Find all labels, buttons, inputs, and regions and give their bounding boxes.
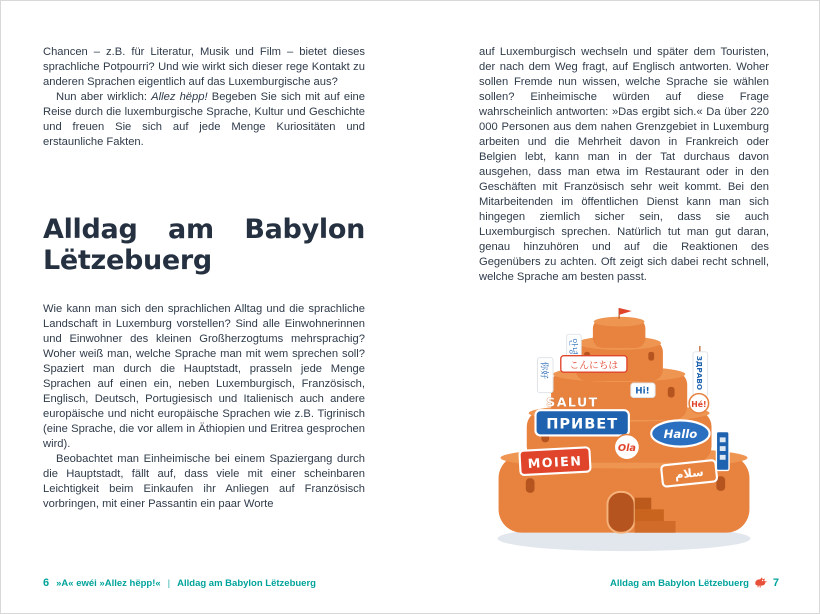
sign-moien (519, 447, 590, 475)
sign-nihao (537, 358, 553, 393)
footer-separator: | (167, 578, 171, 589)
bird-logo-icon (754, 575, 768, 591)
sign-hi (631, 383, 655, 398)
sign-moien-label: MOIEN (527, 453, 583, 471)
paragraph: auf Luxemburgisch wechseln und später dem Touristen, der nach dem Weg fragt, auf Englisch antworten. Woher sollen Fremde nun wissen, welche Sprache sie wählen sollen? Einheimische würden auf diese Frage wahrscheinlich antworten: »Das ergibt sich.« Da über 220 000 Personen aus dem nahen Grenzgebiet in Luxemburg arbeiten und die Mehrheit davon in Frankreich oder Belgien lebt, kann man in der Tat durchaus davon ausgehen, dass man etwa im Restaurant oder in den Geschäften mit Französisch sehr weit kommt. Bei den Mitarbeitenden im öffentlichen Dienst kann man sich hingegen ziemlich sicher sein, dass sie auch Luxemburgisch sprechen. Natürlich tut man gut daran, genau hinzuhören und auf die Reaktionen des Gegenübers zu achten. Oft zeigt sich dabei recht schnell, welche Sprache am besten passt. (479, 46, 769, 283)
sign-nihao-label: 你好 (538, 361, 549, 380)
footer-right (610, 573, 779, 589)
sign-konnichiwa-label: こんにちは (569, 360, 619, 372)
paragraph (43, 90, 365, 150)
sign-zdravo-label: ЗДРАВО (694, 355, 704, 391)
chapter-title: Alldag am Babylon Lëtzebuerg (610, 578, 749, 589)
right-page-text-column (479, 45, 769, 285)
tower-door (607, 492, 634, 533)
paragraph: Wie kann man sich den sprachlichen Alltag und die sprachliche Landschaft in Luxemburg vorstellen? Sind alle Einwohnerinnen und Einwohner des kleinen Großherzogtums mehrsprachig? Woher weiß man, welche Sprache man mit wem sprechen soll? Spaziert man durch die Hauptstadt, prasseln jede Menge Sprachen auf einen ein, neben Luxemburgisch, Französisch, Englisch, Deutsch, Portugiesisch und Italienisch auch andere europäische und nicht europäische Sprachen wie z.B. Tigrinisch (eine Sprache, die vor allem in Äthiopien und Eritrea gesprochen wird). (43, 303, 365, 450)
badge-he (689, 394, 708, 413)
badge-ola-label: Ola (617, 443, 636, 455)
sign-hi-label: Hi! (635, 386, 650, 397)
footer-left (43, 577, 316, 589)
chapter-title: Alldag am Babylon Lëtzebuerg (177, 578, 316, 589)
badge-he-label: Hé! (691, 399, 707, 409)
sign-salam (661, 460, 717, 487)
chapter-heading: Alldag am Babylon Lëtzebuerg (43, 214, 365, 276)
paragraph: Chancen – z.B. für Literatur, Musik und Film – bietet dieses sprachliche Potpourri? Und wie wirkt sich dieser rege Kontakt zu anderen Sprachen eigentlich auf das Luxemburgische aus? (43, 46, 365, 88)
italic-phrase: Allez hëpp! (151, 91, 208, 103)
illustration-container (483, 307, 765, 565)
page-number: 6 (43, 577, 50, 589)
series-title: »A« ewéi »Allez hëpp!« (56, 578, 161, 589)
sign-zdravo (693, 346, 708, 397)
paragraph: Beobachtet man Einheimische bei einem Spaziergang durch die Hauptstadt, fällt auf, dass viele mit einer scheinbaren Leichtigkeit beim Einkaufen ihr Anliegen auf Französisch vorbringen, mit einer Passantin ein paar Worte (43, 453, 365, 510)
vertical-sign-decor (716, 432, 729, 471)
page-number: 7 (772, 577, 779, 589)
badge-ola (614, 434, 639, 459)
sign-hallo-label: Hallo (663, 426, 698, 441)
sign-privet (536, 410, 629, 435)
paragraph-text: Nun aber wirklich: (56, 91, 152, 103)
sign-privet-label: ПРИВЕТ (546, 415, 619, 433)
sign-salut-label: SALUT (546, 394, 599, 410)
babel-tower-illustration (483, 307, 765, 560)
sign-annyeong-label: 안녕 (567, 338, 578, 356)
sign-konnichiwa (561, 356, 627, 373)
sign-salam-label: سلام (674, 464, 705, 482)
sign-hallo (651, 420, 709, 446)
left-page-text-column (43, 45, 365, 512)
paragraph-text: Begeben Sie sich mit auf eine Reise durch die luxemburgische Sprache, Kultur und Geschichte und freuen Sie sich auf jede Menge Kuriositäten und erstaunliche Fakten. (43, 91, 365, 148)
